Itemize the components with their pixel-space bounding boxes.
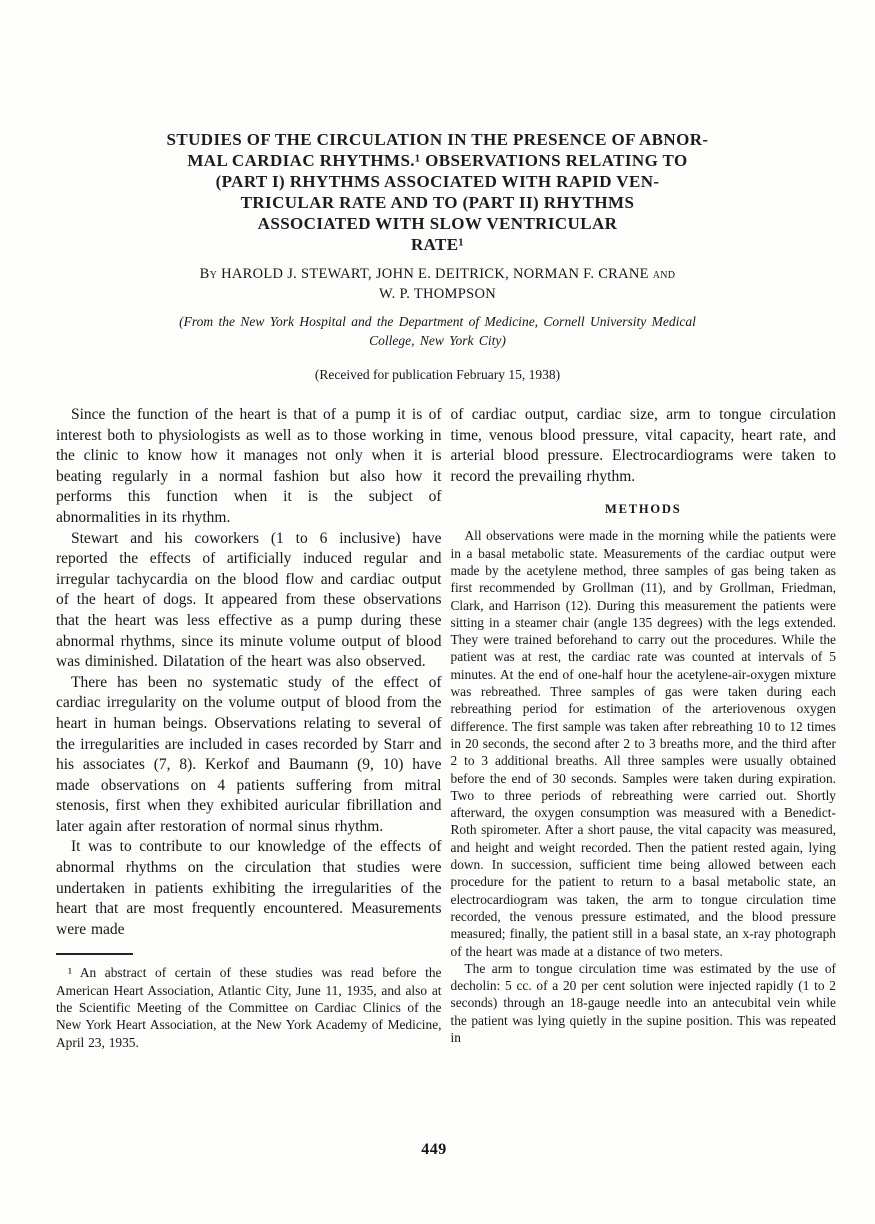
article-header — [0, 0, 875, 384]
right-column — [451, 405, 837, 1051]
paragraph-contribute-knowledge: It was to contribute to our knowledge of the effects of abnormal rhythms on the circulation that studies were undertaken in patients exhibiting the irregularities of the heart that are most frequently encountered. Measurements were made — [56, 838, 442, 938]
paragraph-methods-circulation-time: The arm to tongue circulation time was estimated by the use of decholin: 5 cc. of a 20 per cent solution were injected rapidly (1 to 2 seconds) through an 18-gauge needle into an antecubital vein while the patient was lying quietly in the supine position. This was repeated in — [450, 960, 836, 1045]
methods-section-heading: METHODS — [605, 502, 682, 517]
title-line: (PART I) RHYTHMS ASSOCIATED WITH RAPID VEN- — [215, 172, 660, 191]
footnote-text: ¹ An abstract of certain of these studies was read before the American Heart Association, Atlantic City, June 11, 1935, and also at the Scientific Meeting of the Committee on Cardiac Clinics of the New York Heart Association, at the New York Academy of Medicine, April 23, 1935. — [56, 965, 442, 1050]
two-column-body — [56, 405, 836, 1051]
paragraph-methods-observations: All observations were made in the morning while the patients were in a basal metabolic state. Measurements of the cardiac output were made by the acetylene method, three samples of gas being taken as first recommended by Grollman (11), and by Grollman, Friedman, Clark, and Harrison (12). During this measurement the patients were sitting in a steamer chair (angle 135 degrees) with the legs extended. They were trained beforehand to carry out the procedures. While the patient was at rest, the cardiac rate was counted at intervals of 5 minutes. At the end of one-half hour the acetylene-air-oxygen mixture was rebreathed. Three samples of gas were taken during each rebreathing period for estimation of the arteriovenous oxygen difference. The first sample was taken after rebreathing 10 to 12 times in 20 seconds, the second after 2 to 3 breaths more, and the third after 2 to 3 additional breaths. All three samples were usually obtained before the end of 30 seconds. Samples were taken during expiration. Two to three periods of rebreathing were carried out. Shortly afterward, the oxygen consumption was measured with a Benedict-Roth spirometer. After a short pause, the vital capacity was measured, and height and weight recorded. Then the patient rested again, lying down. In succession, sufficient time being allowed between each procedure for the patient to return to a basal metabolic state, an electrocardiogram was taken, the arm to tongue circulation time recorded, the venous pressure estimated, and the blood pressure measured; finally, the patient still in a basal state, an x-ray photograph of the heart was made at a distance of two meters. — [450, 528, 836, 959]
affiliation-line: College, New York City) — [369, 333, 506, 348]
authors-line: By HAROLD J. STEWART, JOHN E. DEITRICK, NORMAN F. CRANE and — [199, 266, 676, 282]
title-line: MAL CARDIAC RHYTHMS.¹ OBSERVATIONS RELATING TO — [187, 151, 688, 170]
left-column — [56, 405, 442, 1051]
title-line: ASSOCIATED WITH SLOW VENTRICULAR — [257, 214, 618, 233]
title-line: TRICULAR RATE AND TO (PART II) RHYTHMS — [240, 193, 635, 212]
affiliation-line: (From the New York Hospital and the Department of Medicine, Cornell University Medical — [179, 314, 696, 329]
page-number: 449 — [421, 1141, 447, 1158]
article-title — [0, 129, 875, 255]
title-line: STUDIES OF THE CIRCULATION IN THE PRESENCE OF ABNOR- — [166, 130, 709, 149]
received-note: (Received for publication February 15, 1938) — [314, 367, 561, 382]
paragraph-stewart-coworkers: Stewart and his coworkers (1 to 6 inclusive) have reported the effects of artificially induced regular and irregular tachycardia on the blood flow and cardiac output of the heart of dogs. It appeared from these observations that the heart was less effective as a pump during these abnormal rhythms, since its minute volume output of blood was diminished. Dilatation of the heart was also observed. — [56, 529, 442, 671]
paragraph-continuation: of cardiac output, cardiac size, arm to tongue circulation time, venous blood pressure, vital capacity, heart rate, and arterial blood pressure. Electrocardiograms were taken to record the prevailing rhythm. — [450, 406, 836, 485]
title-line: RATE¹ — [410, 235, 465, 254]
footnote-divider — [56, 953, 133, 955]
authors-line: W. P. THOMPSON — [378, 286, 496, 302]
authors-byline — [0, 264, 875, 304]
affiliation — [0, 312, 875, 350]
paragraph-no-systematic-study: There has been no systematic study of the effect of cardiac irregularity on the volume output of blood from the heart in human beings. Observations relating to several of the irregularities are included in cases recorded by Starr and his associates (7, 8). Kerkof and Baumann (9, 10) have made observations on 4 patients suffering from mitral stenosis, first when they exhibited auricular fibrillation and later again after restoration of normal sinus rhythm. — [56, 673, 442, 835]
paragraph-intro: Since the function of the heart is that of a pump it is of interest both to physiologists as well as to those working in the clinic to know how it manages not only when it is beating regularly in a normal fashion but also how it performs this function when it is the subject of abnormalities in its rhythm. — [56, 406, 442, 526]
